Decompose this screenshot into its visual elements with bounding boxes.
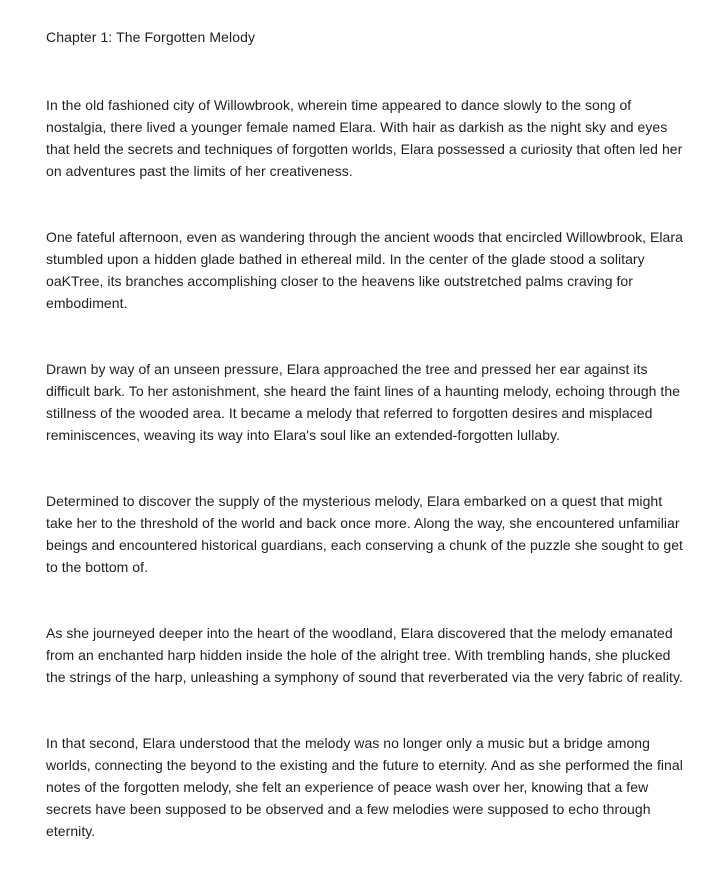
paragraph-6: In that second, Elara understood that the melody was no longer only a music but a bridge among worlds, connecting the beyond to the existing and the future to eternity. And as she performed the final notes of the forgotten melody, she felt an experience of peace wash over her, knowing that a few secrets have been supposed to be observed and a few melodies were supposed to echo through eternity. (46, 735, 683, 839)
paragraph-4: Determined to discover the supply of the mysterious melody, Elara embarked on a quest that might take her to the threshold of the world and back once more. Along the way, she encountered unfamiliar beings and encountered historical guardians, each conserving a chunk of the puzzle she sought to get to the bottom of. (46, 493, 683, 575)
paragraph-2: One fateful afternoon, even as wandering through the ancient woods that encircled Willowbrook, Elara stumbled upon a hidden glade bathed in ethereal mild. In the center of the glade stood a solitary oaKTree, its branches accomplishing closer to the heavens like outstretched palms craving for embodiment. (46, 229, 683, 311)
paragraph-3: Drawn by way of an unseen pressure, Elara approached the tree and pressed her ear against its difficult bark. To her astonishment, she heard the faint lines of a haunting melody, echoing through the stillness of the wooded area. It became a melody that referred to forgotten desires and misplaced reminiscences, weaving its way into Elara's soul like an extended-forgotten lullaby. (46, 361, 681, 443)
paragraph-1: In the old fashioned city of Willowbrook, wherein time appeared to dance slowly to the song of nostalgia, there lived a younger female named Elara. With hair as darkish as the night sky and eyes that held the secrets and techniques of forgotten worlds, Elara possessed a curiosity that often led her on adventures past the limits of her creativeness. (46, 97, 683, 179)
chapter-title: Chapter 1: The Forgotten Melody (46, 29, 256, 45)
paragraph-5: As she journeyed deeper into the heart of the woodland, Elara discovered that the melody emanated from an enchanted harp hidden inside the hole of the alright tree. With trembling hands, she plucked the strings of the harp, unleashing a symphony of sound that reverberated via the very fabric of reality. (46, 625, 683, 685)
